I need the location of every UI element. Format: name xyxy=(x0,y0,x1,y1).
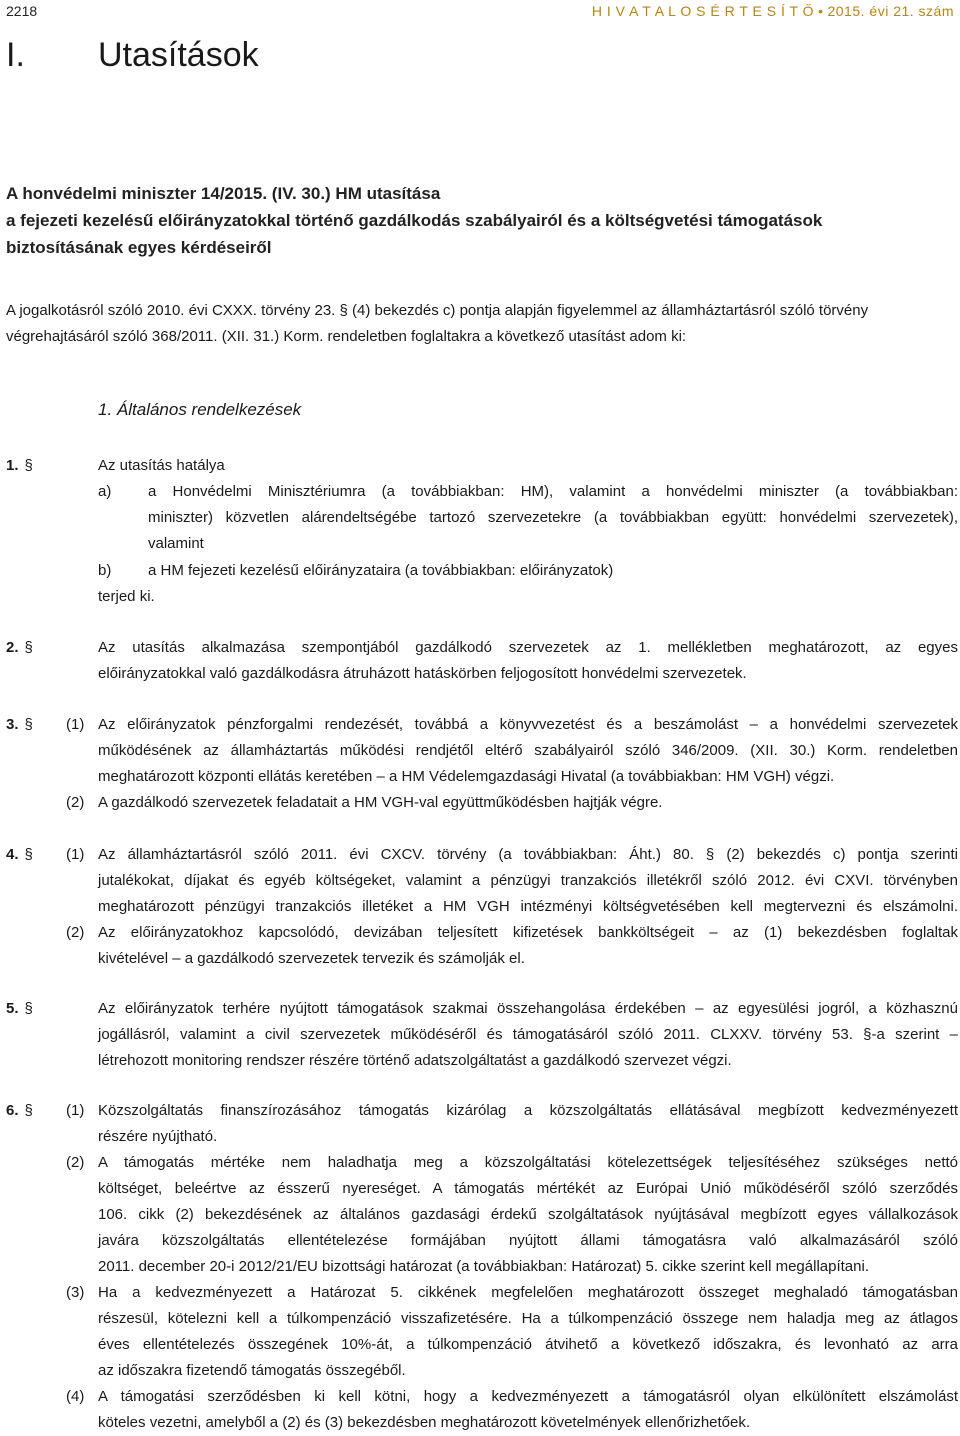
chapter-number: I. xyxy=(6,36,25,74)
paragraph-num: 1. xyxy=(6,457,19,474)
paragraph-text: A gazdálkodó szervezetek feladatait a HM VGH-val együttműködésben hajtják végre. xyxy=(98,794,663,811)
subsection-number: (4) xyxy=(66,1388,85,1405)
title-line: a fejezeti kezelésű előirányzatokkal történő gazdálkodás szabályairól és a költségvetési támogatások xyxy=(6,211,823,230)
item-label: b) xyxy=(98,562,112,579)
paragraph-number xyxy=(6,712,33,738)
paragraph-text: Közszolgáltatás finanszírozásához támogatás kizárólag a közszolgáltatás ellátásával megbízott kedvezményezett xyxy=(98,1102,958,1119)
item-label: a) xyxy=(98,483,112,500)
journal-header xyxy=(592,3,954,19)
journal-title: H I V A T A L O S É R T E S Í T Ő xyxy=(591,3,815,19)
paragraph-num: 6. xyxy=(6,1102,19,1119)
paragraph-text: meghatározott pénzügyi tranzakciós illetéket a HM VGH intézményi költségvetésében kell megtervezni és elszámolni. xyxy=(98,898,958,915)
chapter-name: Utasítások xyxy=(98,36,259,74)
paragraph-4 xyxy=(6,842,958,977)
paragraph-number xyxy=(6,842,33,868)
title-line: A honvédelmi miniszter 14/2015. (IV. 30.) HM utasítása xyxy=(6,184,441,203)
document-title xyxy=(6,180,954,261)
paragraph-number xyxy=(6,453,33,479)
running-header xyxy=(6,3,954,23)
paragraph-text: A támogatási szerződésben ki kell kötni, hogy a kedvezményezett a támogatásról olyan elkülönített elszámolást xyxy=(98,1388,958,1405)
item-text: valamint xyxy=(148,535,204,552)
paragraph-text: Az előirányzatokhoz kapcsolódó, devizában teljesített kifizetések bankköltségeit – az (1) bekezdésben foglaltak xyxy=(98,924,958,941)
preamble-line: végrehajtásáról szóló 368/2011. (XII. 31.) Korm. rendeletben foglaltakra a következő utasítást adom ki: xyxy=(6,328,687,345)
paragraph-text: köteles vezetni, amelyből a (2) és (3) bekezdésben meghatározott követelmények ellenőrizhetőek. xyxy=(98,1414,751,1431)
subsection-number: (1) xyxy=(66,1102,85,1119)
paragraph-number xyxy=(6,996,33,1022)
paragraph-text: működésének az államháztartás működési rendjétől eltérő szabályairól szóló 346/2009. (XII. 30.) Korm. rendeletben xyxy=(98,742,958,759)
preamble-line: A jogalkotásról szóló 2010. évi CXXX. törvény 23. § (4) bekezdés c) pontja alapján figyelemmel az államháztartásról szóló törvény xyxy=(6,302,869,319)
section-sign: § xyxy=(24,639,33,656)
paragraph-text: előirányzatokkal való gazdálkodásra átruházott hatáskörben feljogosított honvédelmi szervezetek. xyxy=(98,665,747,682)
paragraph-3 xyxy=(6,712,958,822)
paragraph-2 xyxy=(6,635,958,690)
paragraph-text: létrehozott monitoring rendszer részére történő adatszolgáltatást a gazdálkodó szervezet végzi. xyxy=(98,1052,732,1069)
paragraph-num: 5. xyxy=(6,1000,19,1017)
paragraph-text: A támogatás mértéke nem haladhatja meg a közszolgáltatási kötelezettségek teljesítéséhez szükséges nettó xyxy=(98,1154,958,1171)
section-sign: § xyxy=(24,1102,33,1119)
subsection-number: (2) xyxy=(66,1154,85,1171)
paragraph-num: 2. xyxy=(6,639,19,656)
section-heading: 1. Általános rendelkezések xyxy=(98,400,302,419)
chapter-title xyxy=(6,36,259,75)
paragraph-text: Az előirányzatok terhére nyújtott támogatások szakmai összehangolása érdekében – az egyesülési jogról, a közhasznú xyxy=(98,1000,958,1017)
paragraph-text: költséget, beleértve az ésszerű nyereséget. A támogatás mértékét az Európai Unió működéséről szóló szerződés xyxy=(98,1180,958,1197)
preamble xyxy=(6,298,956,350)
paragraph-number xyxy=(6,635,33,661)
paragraph-text: az időszakra fizetendő támogatás összegéből. xyxy=(98,1362,406,1379)
paragraph-text: Ha a kedvezményezett a Határozat 5. cikkének megfelelően meghatározott összeget meghaladó támogatásban xyxy=(98,1284,958,1301)
subsection-number: (2) xyxy=(66,794,85,811)
item-text: miniszter) közvetlen alárendeltségébe tartozó szervezetekre (a továbbiakban együtt: honvédelmi szervezetek), xyxy=(148,509,958,526)
paragraph-text: Az előirányzatok pénzforgalmi rendezését, továbbá a könyvvezetést és a beszámolást – a honvédelmi szervezetek xyxy=(98,716,958,733)
section-sign: § xyxy=(24,846,33,863)
paragraph-text: éves ellentételezés összegének 10%-át, a túlkompenzáció átvihető a következő időszakra, és levonható az arra xyxy=(98,1336,958,1353)
paragraph-text: jutalékokat, díjakat és egyéb költségeket, valamint a pénzügyi tranzakciós illetékről szóló 2012. évi CXVI. törvényben xyxy=(98,872,958,889)
section-sign: § xyxy=(24,1000,33,1017)
paragraph-text: részesül, kötelezni kell a túlkompenzáció visszafizetésére. Ha a túlkompenzáció összege nem haladja meg az átlagos xyxy=(98,1310,958,1327)
paragraph-text: részére nyújtható. xyxy=(98,1128,218,1145)
paragraph-text: meghatározott központi ellátás keretében – a HM Védelemgazdasági Hivatal (a továbbiakban: HM VGH) végzi. xyxy=(98,768,835,785)
item-text: a HM fejezeti kezelésű előirányzataira (a továbbiakban: előirányzatok) xyxy=(148,562,614,579)
paragraph-text: kivételével – a gazdálkodó szervezetek tervezik és számolják el. xyxy=(98,950,525,967)
bullet-separator: • xyxy=(818,3,824,19)
subsection-number: (3) xyxy=(66,1284,85,1301)
section-sign: § xyxy=(24,716,33,733)
paragraph-number xyxy=(6,1098,33,1124)
title-line: biztosításának egyes kérdéseiről xyxy=(6,238,272,257)
subsection-number: (2) xyxy=(66,924,85,941)
paragraph-num: 4. xyxy=(6,846,19,863)
page-number: 2218 xyxy=(6,3,38,19)
subsection-number: (1) xyxy=(66,846,85,863)
item-text: a Honvédelmi Minisztériumra (a továbbiakban: HM), valamint a honvédelmi miniszter (a továbbiakban: xyxy=(148,483,958,500)
paragraph-6 xyxy=(6,1098,958,1431)
section-sign: § xyxy=(24,457,33,474)
paragraph-text: Az utasítás alkalmazása szempontjából gazdálkodó szervezetek az 1. mellékletben meghatározott, az egyes xyxy=(98,639,958,656)
paragraph-text: 106. cikk (2) bekezdésének az általános gazdasági érdekű szolgáltatások nyújtásával megbízott egyes vállalkozások xyxy=(98,1206,958,1223)
paragraph-5 xyxy=(6,996,958,1078)
paragraph-text: javára közszolgáltatás ellentételezése formájában nyújtott állami támogatásra való alkalmazásáról szóló xyxy=(98,1232,958,1249)
paragraph-1 xyxy=(6,453,958,613)
paragraph-text: jogállásról, valamint a civil szervezetek működéséről és támogatásáról szóló 2011. CLXXV. törvény 53. §-a szerint – xyxy=(98,1026,958,1043)
closing-text: terjed ki. xyxy=(98,588,155,605)
paragraph-text: Az utasítás hatálya xyxy=(98,457,225,474)
paragraph-num: 3. xyxy=(6,716,19,733)
issue-number: 2015. évi 21. szám xyxy=(827,3,954,19)
paragraph-text: Az államháztartásról szóló 2011. évi CXCV. törvény (a továbbiakban: Áht.) 80. § (2) bekezdés c) pontja szerinti xyxy=(98,846,958,863)
subsection-number: (1) xyxy=(66,716,85,733)
paragraph-text: 2011. december 20-i 2012/21/EU bizottsági határozat (a továbbiakban: Határozat) 5. cikke szerint kell megállapítani. xyxy=(98,1258,869,1275)
